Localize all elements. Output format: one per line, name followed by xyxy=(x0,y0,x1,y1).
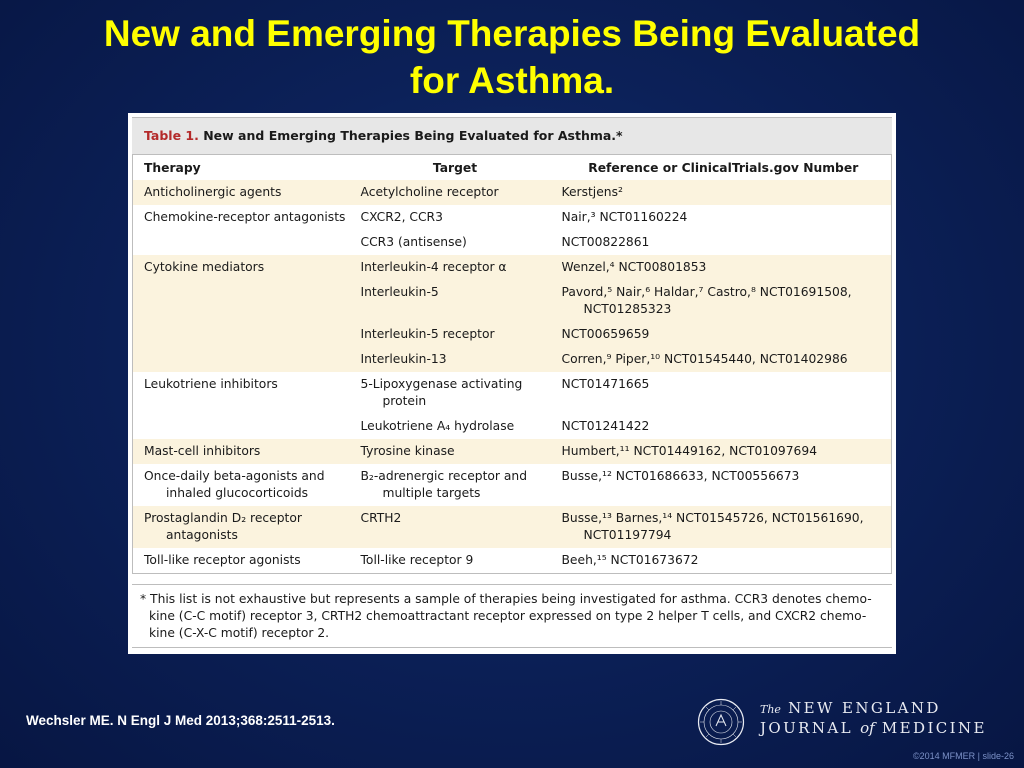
reference-cell xyxy=(556,255,892,280)
table-row xyxy=(133,372,892,414)
table-caption xyxy=(132,117,892,154)
reference-cell-line-2: NCT01197794 xyxy=(583,527,672,542)
reference-cell xyxy=(556,280,892,322)
reference-cell xyxy=(556,230,892,255)
therapy-cell xyxy=(133,414,355,439)
target-cell-line-1: Toll-like receptor 9 xyxy=(360,553,474,567)
wordmark-medicine: MEDICINE xyxy=(881,719,987,737)
slide-title-line-2: for Asthma. xyxy=(409,60,615,101)
therapies-table xyxy=(132,154,892,574)
reference-cell-line-2: NCT01285323 xyxy=(583,301,672,316)
reference-cell-line-1: NCT01471665 xyxy=(561,377,650,391)
therapy-cell xyxy=(133,180,355,205)
reference-cell xyxy=(556,205,892,230)
reference-cell-line-1: Corren,⁹ Piper,¹⁰ NCT01545440, NCT01402986 xyxy=(561,352,848,366)
reference-cell-line-1: NCT00822861 xyxy=(561,235,650,249)
therapy-cell-line-1: Anticholinergic agents xyxy=(144,185,282,199)
table-row xyxy=(133,230,892,255)
reference-cell-line-1: NCT01241422 xyxy=(561,419,650,433)
therapy-cell-line-1: Leukotriene inhibitors xyxy=(144,377,278,391)
therapy-cell xyxy=(133,464,355,506)
therapy-cell xyxy=(133,548,355,574)
table-row xyxy=(133,414,892,439)
table-footnote: * This list is not exhaustive but represents a sample of therapies being investigated for asthma. CCR3 denotes chemo-kine (C-C motif) receptor 3, CRTH2 chemoattractant receptor expressed on type 2 helper T cells, and CXCR2 chemo-kine (C-X-C motif) receptor 2. xyxy=(132,584,892,642)
therapy-cell xyxy=(133,322,355,347)
therapy-cell xyxy=(133,347,355,372)
table-row xyxy=(133,205,892,230)
wordmark-the: The xyxy=(760,703,781,716)
wordmark-line-1: NEW ENGLAND xyxy=(788,699,941,717)
nejm-wordmark xyxy=(760,699,987,738)
therapy-cell xyxy=(133,255,355,280)
target-cell-line-1: CCR3 (antisense) xyxy=(360,235,467,249)
target-cell-line-1: Interleukin-4 receptor α xyxy=(360,260,507,274)
therapy-cell-line-1: Prostaglandin D₂ receptor xyxy=(144,511,302,525)
target-cell xyxy=(355,322,556,347)
target-cell xyxy=(355,506,556,548)
reference-cell xyxy=(556,322,892,347)
reference-cell-line-1: Busse,¹² NCT01686633, NCT00556673 xyxy=(561,469,800,483)
therapy-cell xyxy=(133,372,355,414)
column-header-target: Target xyxy=(355,155,556,181)
table-row xyxy=(133,439,892,464)
reference-cell-line-1: Beeh,¹⁵ NCT01673672 xyxy=(561,553,699,567)
column-header-therapy: Therapy xyxy=(133,155,355,181)
table-row xyxy=(133,180,892,205)
therapy-cell xyxy=(133,230,355,255)
table-row xyxy=(133,322,892,347)
citation: Wechsler ME. N Engl J Med 2013;368:2511-2513. xyxy=(26,713,335,728)
target-cell-line-1: Leukotriene A₄ hydrolase xyxy=(360,419,515,433)
target-cell-line-1: Acetylcholine receptor xyxy=(360,185,499,199)
target-cell xyxy=(355,180,556,205)
therapy-cell xyxy=(133,280,355,322)
reference-cell-line-1: NCT00659659 xyxy=(561,327,650,341)
therapy-cell xyxy=(133,439,355,464)
therapy-cell-line-2: inhaled glucocorticoids xyxy=(166,485,309,500)
target-cell-line-2: protein xyxy=(382,393,427,408)
slide-footer: ©2014 MFMER | slide-26 xyxy=(912,751,1014,761)
table-row xyxy=(133,255,892,280)
therapy-cell-line-2: antagonists xyxy=(166,527,238,542)
therapy-cell-line-1: Chemokine-receptor antagonists xyxy=(144,210,346,224)
table-header-row xyxy=(133,155,892,181)
target-cell-line-1: Interleukin-5 receptor xyxy=(360,327,495,341)
target-cell xyxy=(355,280,556,322)
reference-cell-line-1: Kerstjens² xyxy=(561,185,623,199)
therapy-cell xyxy=(133,506,355,548)
target-cell-line-1: B₂-adrenergic receptor and xyxy=(360,469,528,483)
target-cell xyxy=(355,548,556,574)
reference-cell xyxy=(556,506,892,548)
bottom-rule xyxy=(132,647,892,648)
reference-cell-line-1: Humbert,¹¹ NCT01449162, NCT01097694 xyxy=(561,444,818,458)
wordmark-journal: JOURNAL xyxy=(760,719,853,737)
table-figure xyxy=(128,113,896,654)
reference-cell-line-1: Wenzel,⁴ NCT00801853 xyxy=(561,260,707,274)
target-cell xyxy=(355,255,556,280)
target-cell xyxy=(355,439,556,464)
reference-cell-line-1: Busse,¹³ Barnes,¹⁴ NCT01545726, NCT01561690, xyxy=(561,511,864,525)
reference-cell-line-1: Nair,³ NCT01160224 xyxy=(561,210,688,224)
therapy-cell-line-1: Cytokine mediators xyxy=(144,260,265,274)
target-cell-line-1: CXCR2, CCR3 xyxy=(360,210,443,224)
target-cell xyxy=(355,205,556,230)
therapy-cell-line-1: Once-daily beta-agonists and xyxy=(144,469,325,483)
reference-cell xyxy=(556,372,892,414)
slide-title xyxy=(40,10,984,104)
wordmark-of: of xyxy=(860,719,875,737)
nejm-seal-logo xyxy=(697,698,745,746)
table-row xyxy=(133,464,892,506)
table-row xyxy=(133,548,892,574)
table-row xyxy=(133,506,892,548)
target-cell-line-1: Interleukin-5 xyxy=(360,285,439,299)
table-caption-text: New and Emerging Therapies Being Evaluated for Asthma.* xyxy=(203,128,623,143)
slide-title-line-1: New and Emerging Therapies Being Evaluated xyxy=(103,13,921,54)
reference-cell-line-1: Pavord,⁵ Nair,⁶ Haldar,⁷ Castro,⁸ NCT01691508, xyxy=(561,285,852,299)
target-cell-line-1: Tyrosine kinase xyxy=(360,444,455,458)
reference-cell xyxy=(556,414,892,439)
target-cell-line-1: CRTH2 xyxy=(360,511,402,525)
therapy-cell-line-1: Toll-like receptor agonists xyxy=(144,553,301,567)
therapy-cell-line-1: Mast-cell inhibitors xyxy=(144,444,261,458)
target-cell-line-1: Interleukin-13 xyxy=(360,352,447,366)
target-cell-line-2: multiple targets xyxy=(382,485,481,500)
target-cell xyxy=(355,372,556,414)
reference-cell xyxy=(556,347,892,372)
target-cell-line-1: 5-Lipoxygenase activating xyxy=(360,377,523,391)
reference-cell xyxy=(556,548,892,574)
target-cell xyxy=(355,230,556,255)
table-row xyxy=(133,280,892,322)
column-header-reference: Reference or ClinicalTrials.gov Number xyxy=(556,155,892,181)
target-cell xyxy=(355,414,556,439)
reference-cell xyxy=(556,464,892,506)
target-cell xyxy=(355,347,556,372)
table-number: Table 1. xyxy=(144,128,199,143)
target-cell xyxy=(355,464,556,506)
table-row xyxy=(133,347,892,372)
therapy-cell xyxy=(133,205,355,230)
reference-cell xyxy=(556,180,892,205)
reference-cell xyxy=(556,439,892,464)
